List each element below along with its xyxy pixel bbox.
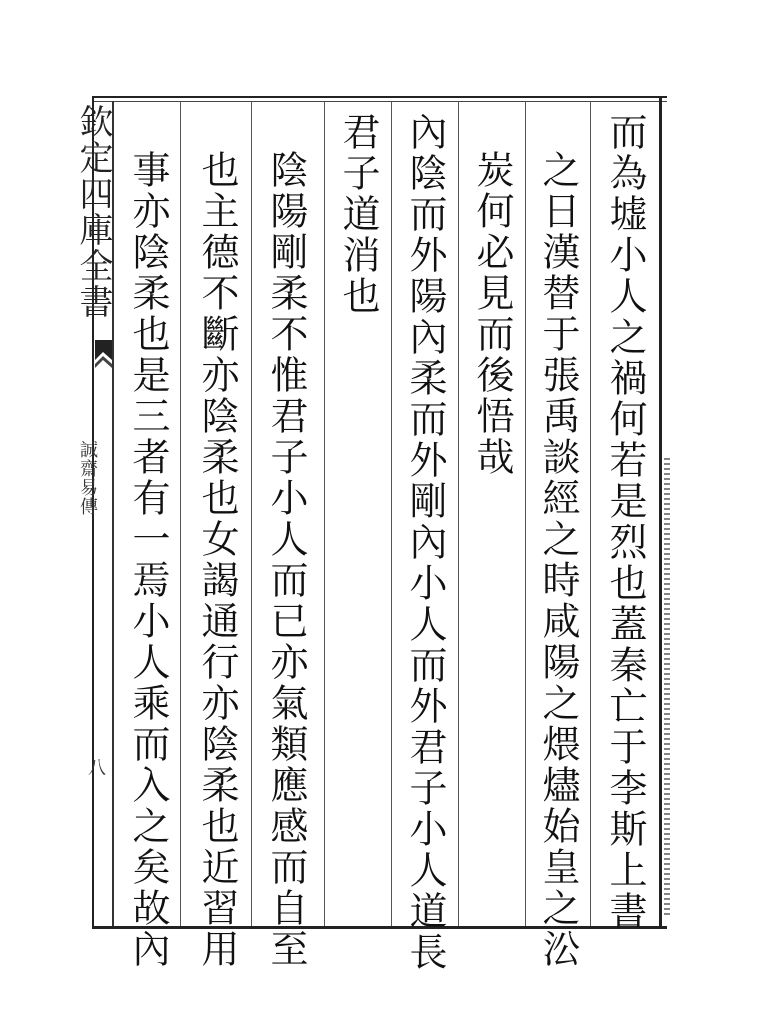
text-column-8: 事亦陰柔也是三者有一焉小人乘而入之矣故內 bbox=[126, 150, 170, 970]
column-rule bbox=[324, 101, 325, 926]
text-column-5: 君子道消也 bbox=[336, 112, 380, 317]
frame-top-border bbox=[92, 96, 667, 98]
text-column-2: 之日漢替于張禹談經之時咸陽之煨燼始皇之㳂 bbox=[536, 150, 580, 970]
page-number: 八 bbox=[85, 758, 106, 776]
fishtail-mark-icon bbox=[95, 340, 112, 376]
text-column-1: 而為墟小人之禍何若是烈也蓋秦亡于李斯上書 bbox=[603, 112, 647, 932]
frame-top-inner-border bbox=[92, 101, 667, 102]
column-rule bbox=[180, 101, 181, 926]
text-column-6: 陰陽剛柔不惟君子小人而已亦氣類應感而自至 bbox=[264, 150, 308, 970]
text-column-3: 炭何必見而後悟哉 bbox=[470, 150, 514, 478]
column-rule bbox=[525, 101, 526, 926]
page-edge-shadow bbox=[664, 455, 670, 915]
column-rule bbox=[590, 101, 591, 926]
column-rule bbox=[391, 101, 392, 926]
frame-bottom-border bbox=[92, 926, 667, 929]
text-column-4: 內陰而外陽內柔而外剛內小人而外君子小人道長 bbox=[403, 112, 447, 973]
column-rule bbox=[458, 101, 459, 926]
collection-title: 欽定四庫全書 bbox=[73, 104, 113, 320]
book-title: 誠齋易傳 bbox=[77, 440, 98, 516]
frame-right-border bbox=[659, 96, 662, 929]
column-rule bbox=[251, 101, 252, 926]
text-column-7: 也主德不斷亦陰柔也女謁通行亦陰柔也近習用 bbox=[195, 150, 239, 970]
